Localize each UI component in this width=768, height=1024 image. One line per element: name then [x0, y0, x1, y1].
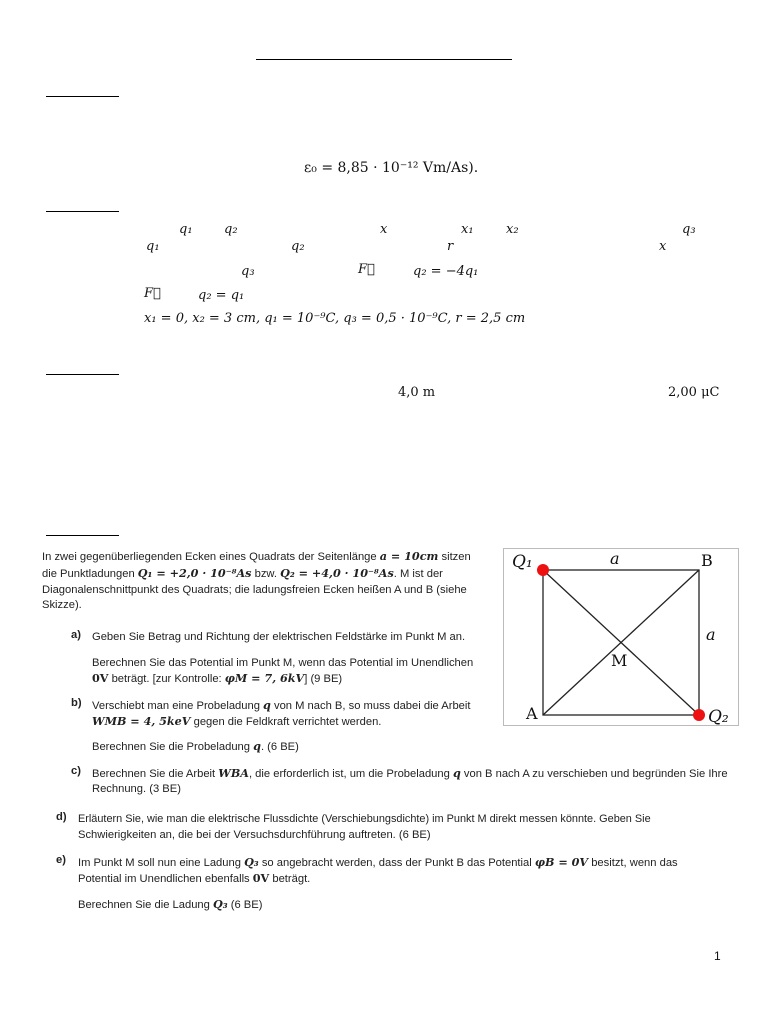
label-a-right: a: [706, 625, 716, 644]
sym-r: r: [447, 239, 454, 254]
a-text-3: 0V beträgt. [zur Kontrolle: φM = 7, 6kV] (9 BE): [92, 671, 343, 685]
title-underline: [256, 59, 512, 60]
section-3-rule: [46, 374, 119, 375]
c-text-1: Berechnen Sie die Arbeit WBA, die erforderlich ist, um die Probeladung q von B nach A zu verschieben und begründen Sie Ihre: [92, 766, 728, 780]
label-b: b): [71, 697, 82, 709]
label-a: a): [71, 629, 81, 641]
e-text-3: Berechnen Sie die Ladung Q₃ (6 BE): [78, 897, 263, 911]
label-Q1: Q₁: [512, 552, 533, 572]
sym-x1: x₁: [461, 222, 474, 237]
sym-force: F⃗: [144, 286, 161, 301]
section-1-rule: [46, 96, 119, 97]
a-text-2: Berechnen Sie das Potential im Punkt M, wenn das Potential im Unendlichen: [92, 657, 474, 669]
sym-q1: q₁: [146, 239, 160, 254]
q3-symbol: Q₃: [244, 855, 259, 869]
section-2-rule: [46, 211, 119, 212]
a-text-1: Geben Sie Betrag und Richtung der elektrischen Feldstärke im Punkt M an.: [92, 631, 466, 643]
intro-line-3: Diagonalenschnittpunkt des Quadrats; die ladungsfreien Ecken heißen A und B (siehe: [42, 584, 467, 596]
length-value: 4,0 m: [398, 385, 436, 400]
phi-m: φM = 7, 6kV: [224, 671, 305, 685]
epsilon-formula: ε₀ = 8,85 · 10⁻¹² Vm/As).: [304, 160, 479, 176]
sym-q2: q₂: [224, 222, 238, 237]
b-text-3: Berechnen Sie die Probeladung q. (6 BE): [92, 739, 299, 753]
page-number: 1: [714, 949, 721, 963]
work-ba: WBA: [218, 766, 249, 780]
d-text-2: Schwierigkeiten an, die bei der Versuchsdurchführung auftreten. (6 BE): [78, 829, 431, 841]
charge-q1-dot: [537, 564, 549, 576]
sym-q2: q₂: [291, 239, 305, 254]
sym-x: x: [380, 222, 388, 237]
work-mb: WMB = 4, 5keV: [92, 714, 191, 728]
charge-q2-dot: [693, 709, 705, 721]
q2-expr: Q₂ = +4,0 · 10⁻⁸As: [280, 566, 394, 580]
given-values: x₁ = 0, x₂ = 3 cm, q₁ = 10⁻⁹C, q₃ = 0,5 · 10⁻⁹C, r = 2,5 cm: [144, 311, 526, 326]
sym-q3: q₃: [682, 222, 696, 237]
q1-expr: Q₁ = +2,0 · 10⁻⁸As: [137, 566, 252, 580]
label-e: e): [56, 854, 66, 866]
e-text-2: Potential im Unendlichen ebenfalls 0V beträgt.: [78, 871, 311, 885]
b-text-1: Verschiebt man eine Probeladung q von M nach B, so muss dabei die Arbeit: [92, 698, 471, 712]
sym-x2: x₂: [506, 222, 519, 237]
label-Q2: Q₂: [708, 707, 729, 726]
intro-line-4: Skizze).: [42, 599, 82, 611]
charge-value: 2,00 μC: [668, 385, 720, 400]
section-4-rule: [46, 535, 119, 536]
intro-line-2: die Punktladungen Q₁ = +2,0 · 10⁻⁸As bzw. Q₂ = +4,0 · 10⁻⁸As. M ist der: [42, 566, 443, 580]
label-a-top: a: [610, 549, 620, 568]
square-diagram: [503, 548, 739, 726]
e-text-1: Im Punkt M soll nun eine Ladung Q₃ so angebracht werden, dass der Punkt B das Potential φB = 0V besitzt, wenn das: [78, 855, 678, 869]
diagram-frame: [504, 549, 739, 726]
sym-force: F⃗: [358, 262, 375, 277]
phi-b: φB = 0V: [534, 855, 589, 869]
label-c: c): [71, 765, 81, 777]
side-length: a = 10cm: [379, 549, 439, 563]
d-text-1: Erläutern Sie, wie man die elektrische Flussdichte (Verschiebungsdichte) im Punkt M direkt messen könnte. Geben Sie: [78, 813, 651, 825]
label-d: d): [56, 811, 67, 823]
c-text-2: Rechnung. (3 BE): [92, 783, 181, 795]
label-B: B: [701, 551, 713, 570]
intro-line-1: In zwei gegenüberliegenden Ecken eines Quadrats der Seitenlänge a = 10cm sitzen: [42, 549, 471, 563]
sym-q3: q₃: [241, 264, 255, 279]
sym-q1: q₁: [179, 222, 193, 237]
relation-q2-q1: q₂ = q₁: [198, 288, 245, 303]
b-text-2: WMB = 4, 5keV gegen die Feldkraft verrichtet werden.: [92, 714, 382, 728]
relation-q2-minus4q1: q₂ = −4q₁: [413, 264, 479, 279]
label-A: A: [526, 704, 538, 723]
sym-x: x: [659, 239, 667, 254]
label-M: M: [611, 651, 628, 670]
